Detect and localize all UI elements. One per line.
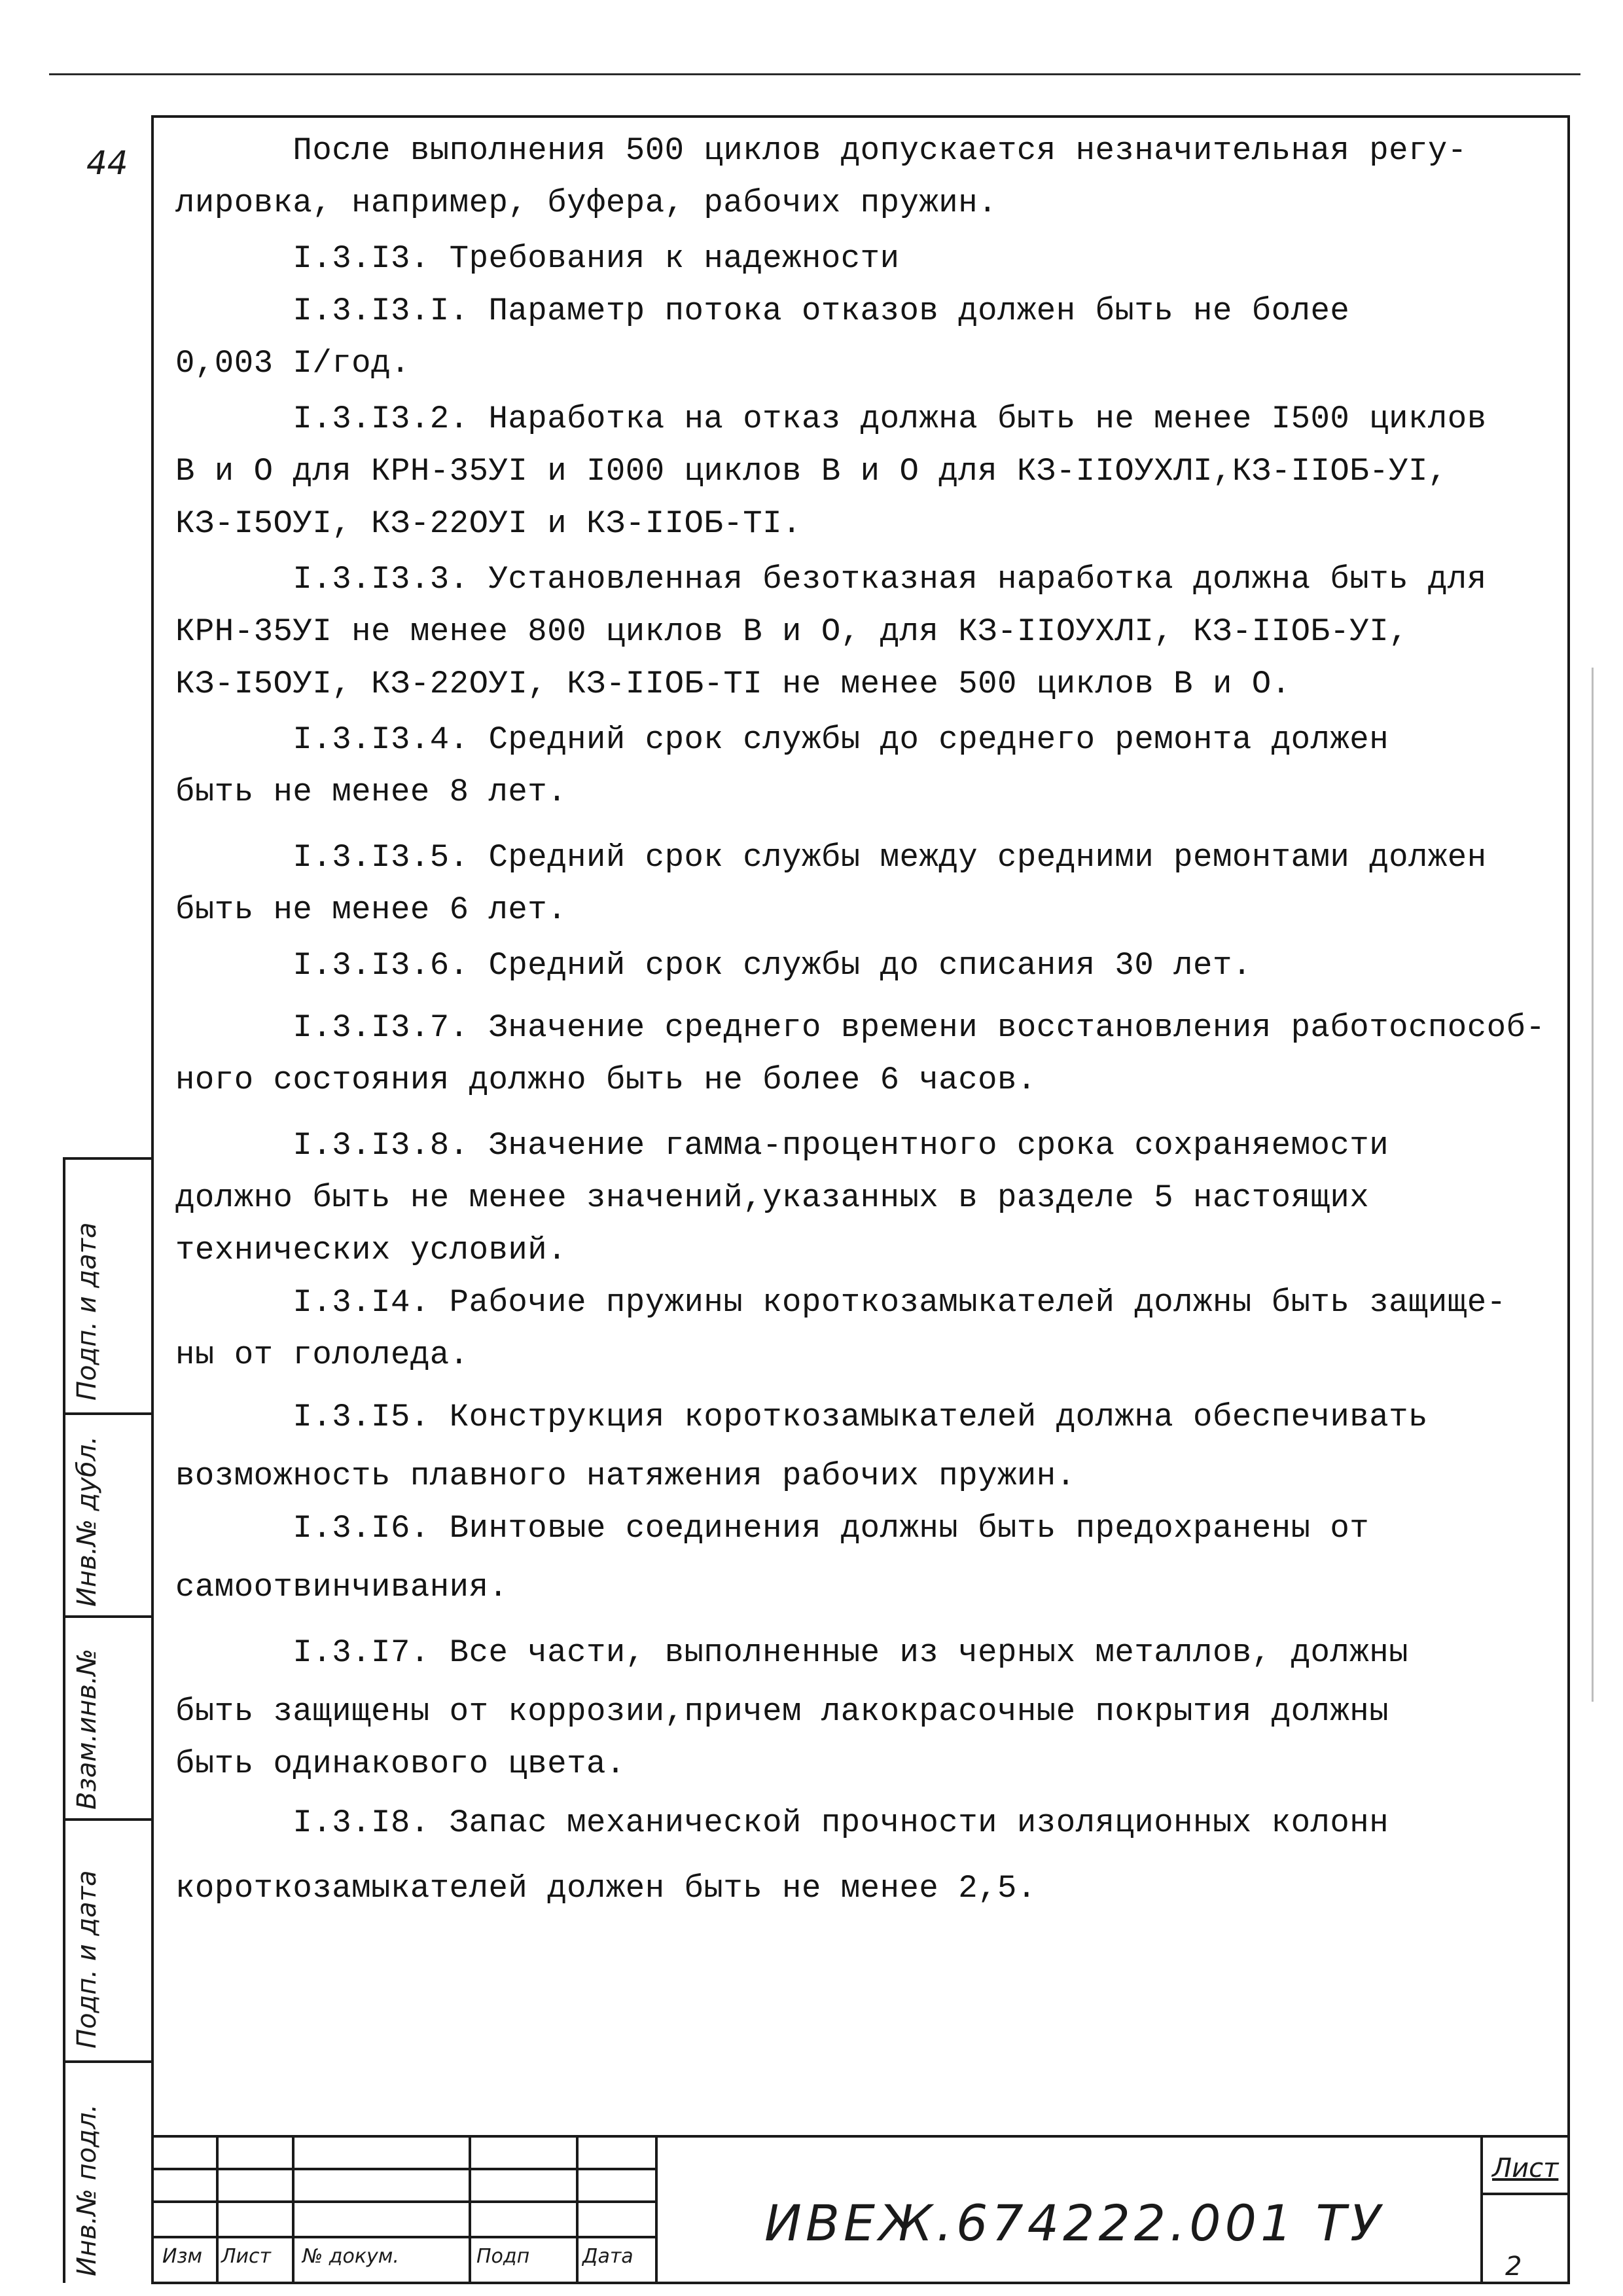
body-line: быть не менее 8 лет. — [175, 774, 567, 810]
body-line: быть защищены от коррозии,причем лакокрасочные покрытия должны — [175, 1693, 1389, 1730]
strip-divider — [63, 2060, 154, 2063]
title-block-rule — [151, 2135, 655, 2138]
body-line: должно быть не менее значений,указанных в разделе 5 настоящих — [175, 1179, 1370, 1216]
sheet-label: Лист — [1492, 2153, 1559, 2183]
title-block-col — [292, 2135, 294, 2283]
body-line: технических условий. — [175, 1232, 567, 1268]
strip-label-signature-date: Подп. и дата — [72, 1222, 102, 1401]
body-line: КЗ-I5ОУI, КЗ-22ОУI и КЗ-IIОБ-ТI. — [175, 505, 802, 542]
document-code: ИВЕЖ.674222.001 ТУ — [764, 2194, 1385, 2252]
body-line: I.3.I3.3. Установленная безотказная наработка должна быть для — [175, 561, 1487, 598]
body-line: быть не менее 6 лет. — [175, 891, 567, 928]
body-line: I.3.I3.7. Значение среднего времени восстановления работоспособ- — [175, 1009, 1546, 1046]
body-line: I.3.I5. Конструкция короткозамыкателей должна обеспечивать — [175, 1399, 1428, 1435]
top-rule — [49, 73, 1580, 75]
title-block-col — [576, 2135, 579, 2283]
body-line: I.3.I6. Винтовые соединения должны быть предохранены от — [175, 1510, 1370, 1547]
body-line: I.3.I3.2. Наработка на отказ должна быть не менее I500 циклов — [175, 401, 1487, 437]
col-label-doc-no: № докум. — [302, 2245, 399, 2268]
body-line: КЗ-I5ОУI, КЗ-22ОУI, КЗ-IIОБ-ТI не менее 500 циклов В и О. — [175, 666, 1291, 702]
title-block-rule — [1480, 2193, 1570, 2195]
body-line: I.3.I4. Рабочие пружины короткозамыкателей должны быть защище- — [175, 1284, 1507, 1321]
col-label-sheet: Лист — [221, 2245, 272, 2268]
title-block-col — [1480, 2135, 1483, 2283]
strip-divider — [63, 1157, 154, 1160]
body-line: I.3.I3.5. Средний срок службы между средними ремонтами должен — [175, 839, 1487, 876]
title-block-col — [655, 2135, 658, 2283]
title-block-rule — [151, 2282, 1570, 2284]
title-block-rule — [151, 2168, 655, 2170]
col-label-date: Дата — [582, 2245, 633, 2268]
body-line: самоотвинчивания. — [175, 1569, 508, 1605]
body-line: лировка, например, буфера, рабочих пружин. — [175, 185, 998, 221]
body-line: короткозамыкателей должен быть не менее 2,5. — [175, 1870, 1037, 1907]
title-block-rule — [151, 2200, 655, 2203]
body-line: I.3.I3.I. Параметр потока отказов должен быть не более — [175, 293, 1350, 329]
title-block-col — [469, 2135, 471, 2283]
col-label-signature: Подп — [476, 2245, 530, 2268]
body-line: I.3.I3.8. Значение гамма-процентного срока сохраняемости — [175, 1127, 1389, 1164]
body-line: быть одинакового цвета. — [175, 1746, 626, 1782]
strip-label-signature-date-2: Подп. и дата — [72, 1870, 102, 2049]
strip-border — [63, 1157, 65, 2283]
body-line: В и О для КРН-35УI и I000 циклов В и О для КЗ-IIОУХЛI,КЗ-IIОБ-УI, — [175, 453, 1448, 490]
body-line: ны от гололеда. — [175, 1336, 469, 1373]
body-line: После выполнения 500 циклов допускается незначительная регу- — [175, 132, 1467, 169]
strip-divider — [63, 1615, 154, 1618]
body-line: ного состояния должно быть не более 6 часов. — [175, 1062, 1037, 1098]
body-line: I.3.I3.4. Средний срок службы до среднего ремонта должен — [175, 721, 1389, 758]
col-label-change: Изм — [162, 2245, 203, 2268]
page-number: 44 — [86, 144, 128, 182]
body-line: возможность плавного натяжения рабочих пружин. — [175, 1458, 1076, 1494]
body-line: I.3.I3.6. Средний срок службы до списания 30 лет. — [175, 947, 1252, 984]
body-line: I.3.I8. Запас механической прочности изоляционных колонн — [175, 1804, 1389, 1841]
body-line: I.3.I7. Все части, выполненные из черных металлов, должны — [175, 1634, 1409, 1671]
strip-divider — [63, 1818, 154, 1821]
body-line: КРН-35УI не менее 800 циклов В и О, для КЗ-IIОУХЛI, КЗ-IIОБ-УI, — [175, 613, 1409, 650]
strip-label-duplicate-inv: Инв.№ дубл. — [72, 1436, 102, 1607]
strip-divider — [63, 1412, 154, 1415]
scan-edge-mark — [1592, 668, 1594, 1702]
title-block-rule — [151, 2236, 655, 2238]
body-line: I.3.I3. Требования к надежности — [175, 240, 900, 277]
title-block-col — [216, 2135, 219, 2283]
body-line: 0,003 I/год. — [175, 345, 410, 382]
title-block-rule — [655, 2135, 1570, 2138]
strip-label-original-inv: Инв.№ подл. — [72, 2104, 102, 2276]
strip-label-replacement-inv: Взам.инв.№ — [72, 1648, 102, 1810]
sheet-number: 2 — [1505, 2251, 1522, 2282]
